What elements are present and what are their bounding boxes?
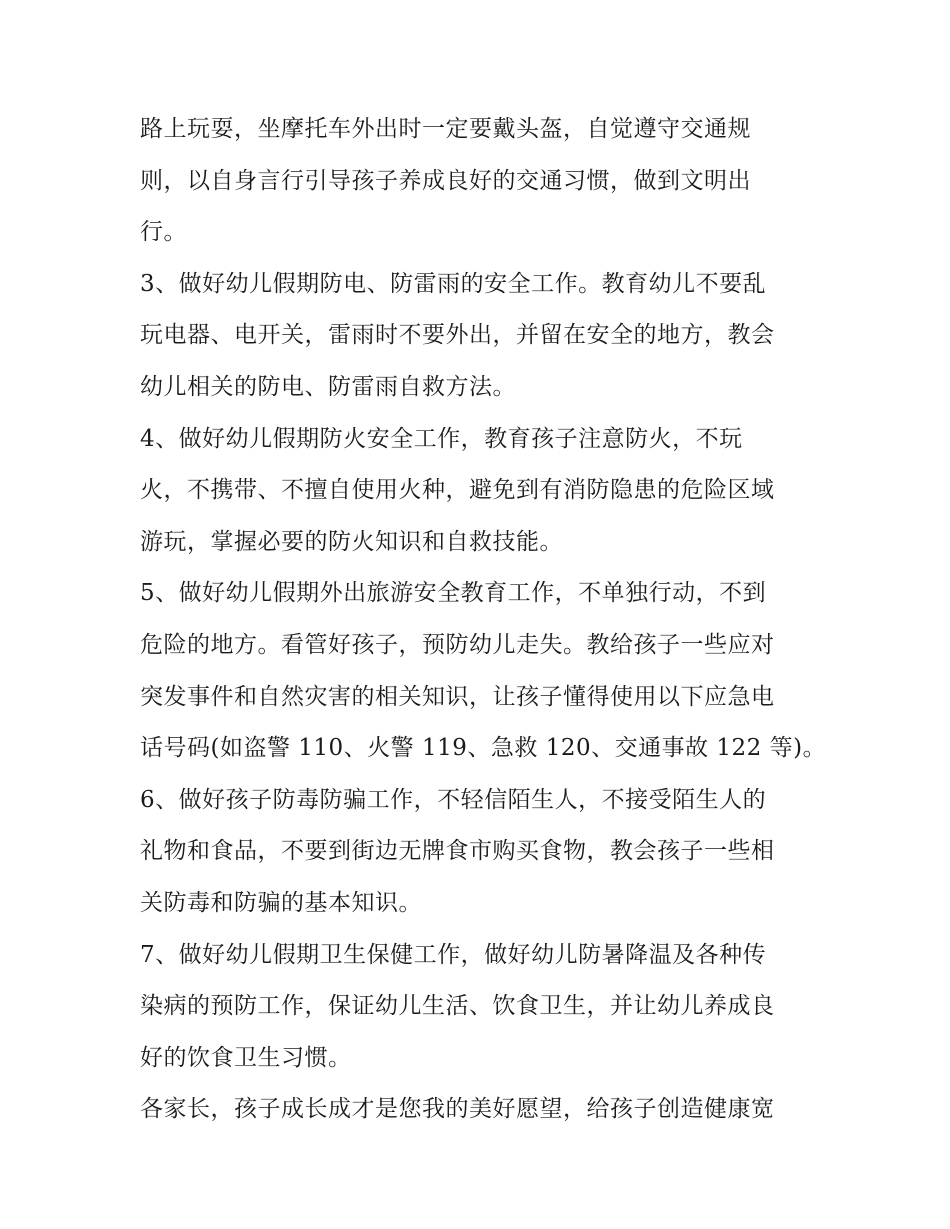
text-line: 5、做好幼儿假期外出旅游安全教育工作，不单独行动，不到	[140, 580, 767, 607]
text-line: 路上玩耍，坐摩托车外出时一定要戴头盔，自觉遵守交通规	[140, 116, 751, 142]
text-line: 游玩，掌握必要的防火知识和自救技能。	[140, 528, 563, 555]
document-body	[140, 104, 827, 1136]
text-line: 各家长，孩子成长成才是您我的美好愿望，给孩子创造健康宽	[140, 1096, 775, 1123]
text-line: 7、做好幼儿假期卫生保健工作，做好幼儿防暑降温及各种传	[140, 941, 767, 968]
text-line: 幼儿相关的防电、防雷雨自救方法。	[140, 373, 516, 400]
text-line: 礼物和食品，不要到街边无牌食市购买食物，教会孩子一些相	[140, 838, 775, 865]
text-line: 好的饮食卫生习惯。	[140, 1044, 352, 1071]
text-line: 6、做好孩子防毒防骗工作，不轻信陌生人，不接受陌生人的	[140, 786, 767, 813]
text-line: 突发事件和自然灾害的相关知识，让孩子懂得使用以下应急电	[140, 683, 775, 710]
text-line: 行。	[140, 219, 187, 246]
text-line: 火，不携带、不擅自使用火种，避免到有消防隐患的危险区域	[140, 477, 775, 504]
text-line: 则，以自身言行引导孩子养成良好的交通习惯，做到文明出	[140, 167, 751, 194]
text-line: 玩电器、电开关，雷雨时不要外出，并留在安全的地方，教会	[140, 322, 775, 349]
text-line: 危险的地方。看管好孩子，预防幼儿走失。教给孩子一些应对	[140, 631, 775, 658]
text-line: 4、做好幼儿假期防火安全工作，教育孩子注意防火，不玩	[140, 425, 743, 452]
text-line: 3、做好幼儿假期防电、防雷雨的安全工作。教育幼儿不要乱	[140, 270, 767, 297]
text-line: 关防毒和防骗的基本知识。	[140, 889, 422, 916]
text-line: 话号码(如盗警 110、火警 119、急救 120、交通事故 122 等)。	[140, 735, 827, 762]
text-line: 染病的预防工作，保证幼儿生活、饮食卫生，并让幼儿养成良	[140, 993, 775, 1020]
